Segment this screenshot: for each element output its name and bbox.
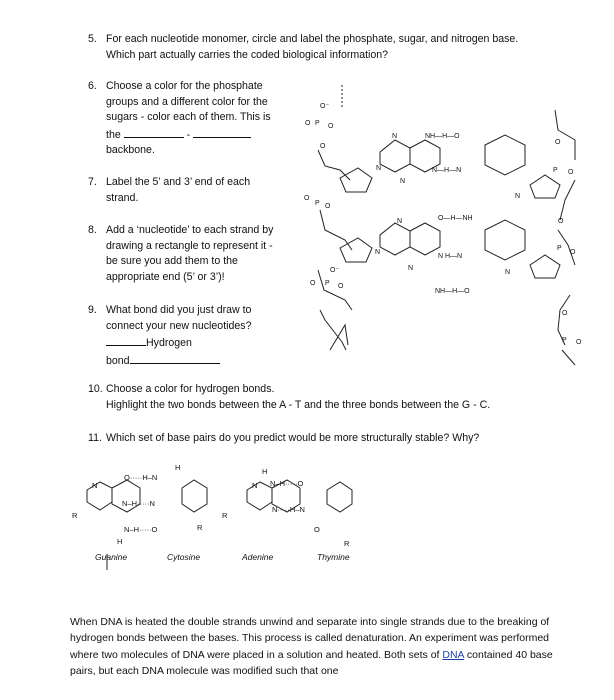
nitrogen-atom: N [92, 481, 98, 490]
blank-answer-field[interactable] [193, 126, 251, 138]
nitrogen-label: N [408, 265, 414, 272]
question-number: 5. [88, 33, 97, 45]
hydrogen-bond-label: NH—H—O [435, 288, 470, 295]
question-number: 11. [88, 432, 102, 444]
question-text-line: Which set of base pairs do you predict would be more structurally stable? Why? [106, 432, 480, 444]
phosphorus-label: P [562, 337, 567, 344]
answer-text[interactable]: Hydrogen [146, 337, 192, 349]
hydrogen-bond-label: N H—N [438, 253, 463, 260]
nitrogen-label: N [515, 193, 521, 200]
hydrogen-bond-label: N—H—N [432, 167, 462, 174]
nitrogen-label: N [397, 218, 403, 225]
question-text-line: groups and a different color for the [106, 95, 268, 108]
question-number: 6. [88, 80, 97, 92]
nitrogen-label: N [375, 249, 381, 256]
question-text-line: drawing a rectangle to represent it - [106, 239, 273, 252]
oxygen-label: O [338, 283, 344, 290]
oxygen-label: O [558, 218, 564, 225]
question-5 [88, 32, 558, 63]
question-text-line: Choose a color for hydrogen bonds. [106, 383, 275, 395]
nitrogen-label: N [400, 178, 406, 185]
paragraph-text: When DNA is heated the double strands unwind and separate into single strands due to the breaking of hydrogen bonds between the bases. This process is called denaturation. An experiment was performed where two molecules of DNA were placed in a solution and heated. Both sets of [70, 616, 550, 661]
oxygen-label: O [570, 249, 576, 256]
nitrogen-label: N [392, 133, 398, 140]
oxygen-label: O [320, 143, 326, 150]
oxygen-label: O⁻ [330, 267, 340, 274]
question-text-line: Highlight the two bonds between the A - T and the three bonds between the G - C. [106, 398, 491, 411]
thymine-caption: Thymine [317, 552, 350, 562]
answer-underline [106, 334, 146, 346]
hydrogen-atom: H [175, 463, 181, 472]
question-text-line: Label the 5’ and 3’ end of each [106, 176, 251, 188]
cytosine-caption: Cytosine [167, 552, 201, 562]
question-11 [88, 431, 568, 447]
question-text-line: Add a ‘nucleotide’ to each strand by [106, 224, 274, 236]
fill-in-line: bond [106, 352, 298, 370]
question-text-line: Choose a color for the phosphate [106, 80, 263, 92]
phosphorus-label: P [315, 120, 320, 127]
hydrogen-atom: H [262, 467, 268, 476]
question-text-line: backbone. [106, 144, 155, 156]
question-6 [88, 79, 298, 159]
question-text-line: strand. [106, 191, 139, 204]
question-8 [88, 223, 298, 285]
question-10 [88, 382, 568, 413]
phosphorus-label: P [557, 245, 562, 252]
r-group: R [344, 539, 350, 548]
oxygen-label: O [555, 139, 561, 146]
at-hydrogen-bond: N–H·····O [270, 479, 304, 488]
question-number: 7. [88, 176, 97, 188]
nitrogen-atom: N [252, 481, 258, 490]
gc-hydrogen-bond: O·····H–N [124, 473, 158, 482]
gc-hydrogen-bond: N–H·····O [124, 525, 158, 534]
oxygen-label: O [304, 195, 310, 202]
oxygen-label: O [328, 123, 334, 130]
oxygen-label: O [562, 310, 568, 317]
phosphorus-label: P [315, 200, 320, 207]
question-9 [88, 303, 298, 369]
at-hydrogen-bond: N·····H–N [272, 505, 305, 514]
oxygen-label: O⁻ [320, 103, 330, 110]
paragraph-text: contained 40 base pairs, but each DNA molecule was modified such that one [70, 648, 553, 678]
oxygen-atom: O [314, 525, 320, 534]
r-group: R [197, 523, 203, 532]
hydrogen-atom: H [117, 537, 123, 546]
phosphorus-label: P [553, 167, 558, 174]
r-group: R [222, 511, 228, 520]
nitrogen-label: N [376, 165, 382, 172]
answer-line [106, 334, 298, 352]
oxygen-label: O [568, 169, 574, 176]
dna-link[interactable]: DNA [442, 648, 464, 661]
oxygen-label: O [310, 280, 316, 287]
gc-hydrogen-bond: N–H·····N [122, 499, 155, 508]
question-7 [88, 175, 298, 206]
base-pair-structure-figure [72, 460, 372, 570]
fill-in-line: the - [106, 126, 298, 144]
blank-answer-field[interactable] [124, 126, 184, 138]
question-text-line: Which part actually carries the coded biological information? [106, 48, 389, 61]
guanine-caption: Guanine [95, 552, 128, 562]
question-text-line: What bond did you just draw to [106, 304, 252, 316]
question-text-line: appropriate end (5’ or 3’)! [106, 270, 225, 283]
oxygen-label: O [305, 120, 311, 127]
question-text-line: For each nucleotide monomer, circle and label the phosphate, sugar, and nitrogen base. [106, 33, 519, 45]
adenine-caption: Adenine [242, 552, 274, 562]
nitrogen-label: N [505, 269, 511, 276]
question-number: 9. [88, 304, 97, 316]
question-text-line: connect your new nucleotides? [106, 319, 252, 332]
hydrogen-bond-label: O—H—NH [438, 215, 473, 222]
question-text-line: be sure you add them to the [106, 255, 238, 267]
denaturation-paragraph [70, 614, 570, 680]
dna-double-strand-diagram [300, 80, 600, 380]
r-group: R [72, 511, 78, 520]
hydrogen-bond-label: NH—H—O [425, 133, 460, 140]
oxygen-label: O [576, 339, 582, 346]
question-text-line: sugars - color each of them. This is [106, 111, 271, 123]
blank-answer-field[interactable] [130, 352, 220, 364]
question-number: 8. [88, 224, 97, 236]
phosphorus-label: P [325, 280, 330, 287]
oxygen-label: O [325, 203, 331, 210]
question-number: 10. [88, 383, 103, 395]
